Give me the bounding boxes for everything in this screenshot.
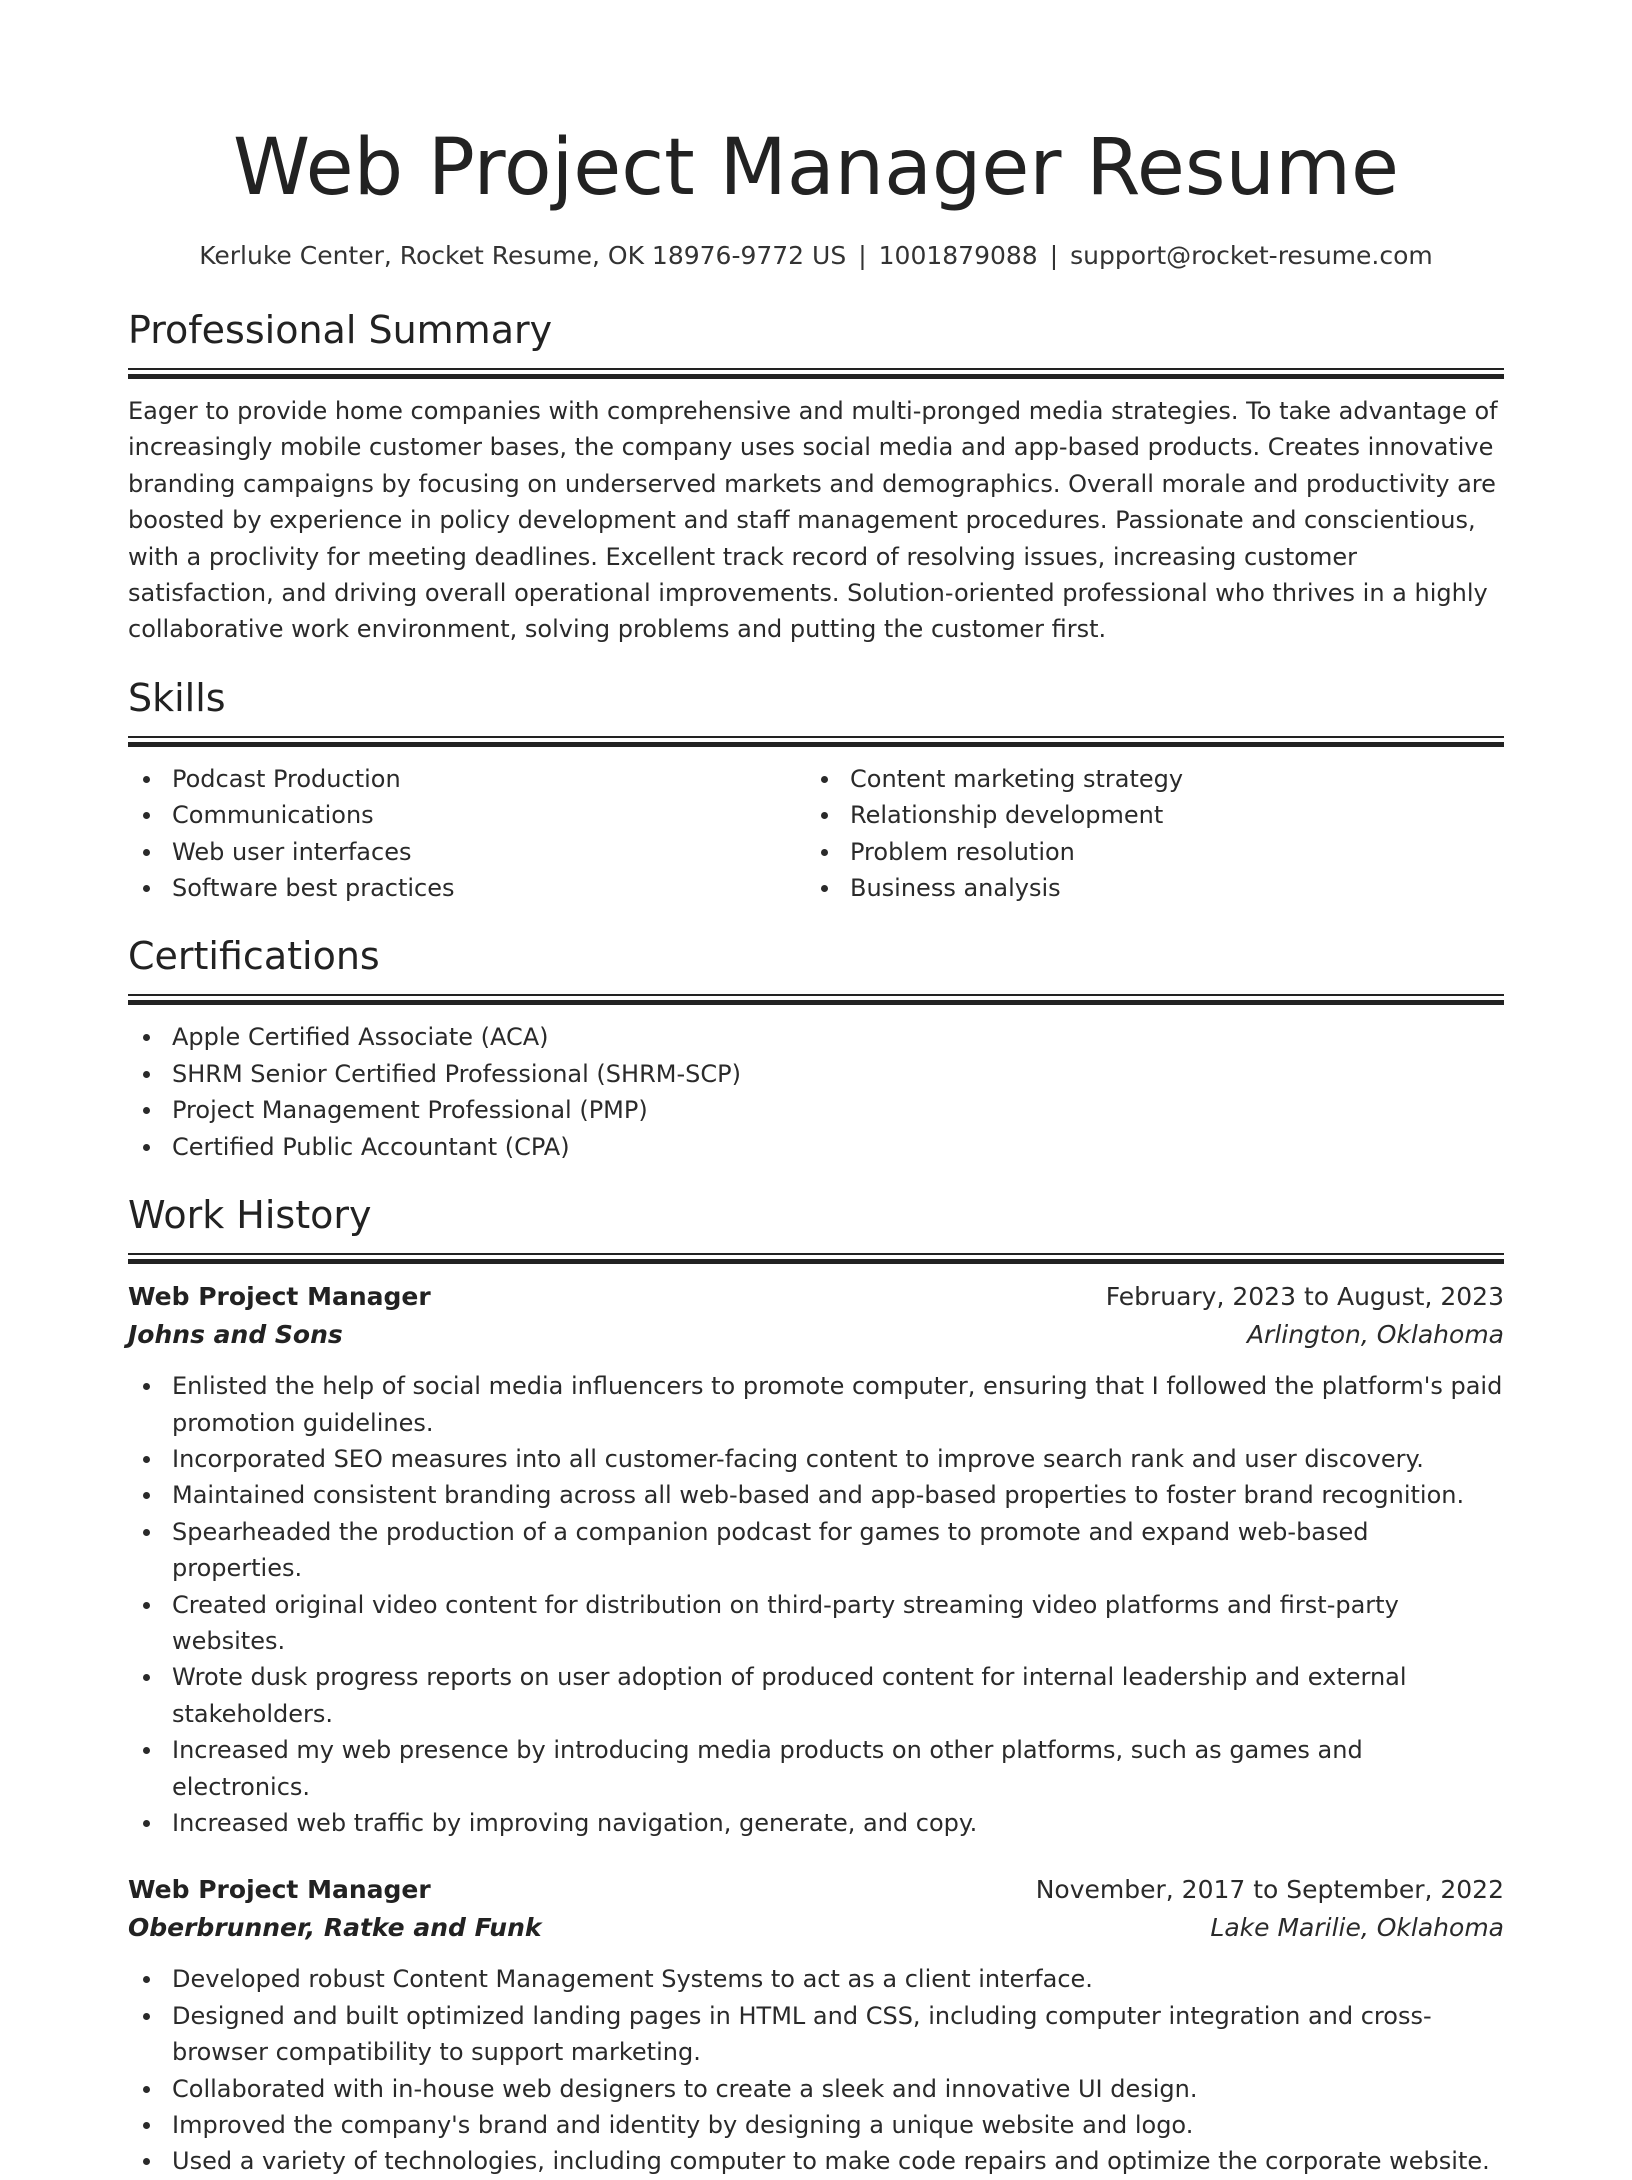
- skills-list-right: [806, 761, 1484, 907]
- job-company: Oberbrunner, Ratke and Funk: [128, 1913, 542, 1943]
- work-history-section: [128, 1191, 1504, 2180]
- list-item: Enlisted the help of social media influencers to promote computer, ensuring that I followed the platform's paid promotion guidelines.: [128, 1368, 1504, 1441]
- list-item: Podcast Production: [128, 761, 806, 797]
- list-item: Wrote dusk progress reports on user adoption of produced content for internal leadership and external stakeholders.: [128, 1659, 1504, 1732]
- skills-list-left: [128, 761, 806, 907]
- list-item: Communications: [128, 797, 806, 833]
- list-item: Maintained consistent branding across all web-based and app-based properties to foster brand recognition.: [128, 1477, 1504, 1513]
- summary-text: Eager to provide home companies with comprehensive and multi-pronged media strategies. To take advantage of increasingly mobile customer bases, the company uses social media and app-based products. Creates innovative branding campaigns by focusing on underserved markets and demographics. Overall morale and productivity are boosted by experience in policy development and staff management procedures. Passionate and conscientious, with a proclivity for meeting deadlines. Excellent track record of resolving issues, increasing customer satisfaction, and driving overall operational improvements. Solution-oriented professional who thrives in a highly collaborative work environment, solving problems and putting the customer first.: [128, 397, 1498, 644]
- list-item: Relationship development: [806, 797, 1484, 833]
- job-bullet-list: [128, 1368, 1504, 1841]
- job-location: Lake Marilie, Oklahoma: [1210, 1913, 1504, 1943]
- list-item: Incorporated SEO measures into all customer-facing content to improve search rank and user discovery.: [128, 1441, 1504, 1477]
- certifications-section: [128, 932, 1504, 1165]
- skills-grid: [128, 761, 1504, 907]
- list-item: Project Management Professional (PMP): [128, 1092, 1504, 1128]
- job-title: Web Project Manager: [128, 1282, 431, 1312]
- list-item: Content marketing strategy: [806, 761, 1484, 797]
- job-title: Web Project Manager: [128, 1875, 431, 1905]
- job-bullet-list: [128, 1961, 1504, 2179]
- list-item: Increased my web presence by introducing media products on other platforms, such as games and electronics.: [128, 1732, 1504, 1805]
- page-title: Web Project Manager Resume: [233, 123, 1399, 213]
- job-entry: [128, 1871, 1504, 2179]
- contact-address: Kerluke Center, Rocket Resume, OK 18976-9772 US: [199, 241, 847, 270]
- job-company: Johns and Sons: [128, 1320, 343, 1350]
- list-item: Improved the company's brand and identity by designing a unique website and logo.: [128, 2107, 1504, 2143]
- skills-heading: Skills: [128, 675, 226, 720]
- contact-separator: |: [1049, 241, 1059, 270]
- list-item: SHRM Senior Certified Professional (SHRM-SCP): [128, 1056, 1504, 1092]
- certifications-heading: Certifications: [128, 934, 380, 979]
- job-header-row: [128, 1871, 1504, 1909]
- list-item: Increased web traffic by improving navigation, generate, and copy.: [128, 1805, 1504, 1841]
- job-dates: February, 2023 to August, 2023: [1105, 1282, 1504, 1312]
- job-company-row: [128, 1316, 1504, 1354]
- list-item: Web user interfaces: [128, 834, 806, 870]
- list-item: Apple Certified Associate (ACA): [128, 1019, 1504, 1055]
- job-company-row: [128, 1909, 1504, 1947]
- section-divider: [128, 994, 1504, 1005]
- section-divider: [128, 736, 1504, 747]
- list-item: Problem resolution: [806, 834, 1484, 870]
- list-item: Used a variety of technologies, including computer to make code repairs and optimize the corporate website.: [128, 2143, 1504, 2179]
- list-item: Business analysis: [806, 870, 1484, 906]
- job-dates: November, 2017 to September, 2022: [1035, 1875, 1504, 1905]
- contact-email: support@rocket-resume.com: [1070, 241, 1433, 270]
- summary-section: [128, 306, 1504, 648]
- resume-page: [128, 0, 1504, 2180]
- job-header-row: [128, 1278, 1504, 1316]
- job-location: Arlington, Oklahoma: [1246, 1320, 1504, 1350]
- list-item: Designed and built optimized landing pages in HTML and CSS, including computer integration and cross-browser compatibility to support marketing.: [128, 1998, 1504, 2071]
- contact-line: [128, 240, 1504, 272]
- contact-separator: |: [858, 241, 867, 270]
- contact-phone: 1001879088: [878, 241, 1038, 270]
- list-item: Collaborated with in-house web designers to create a sleek and innovative UI design.: [128, 2071, 1504, 2107]
- work-history-heading: Work History: [128, 1193, 372, 1238]
- skills-section: [128, 674, 1504, 907]
- list-item: Software best practices: [128, 870, 806, 906]
- list-item: Developed robust Content Management Systems to act as a client interface.: [128, 1961, 1504, 1997]
- job-entry: [128, 1278, 1504, 1841]
- list-item: Spearheaded the production of a companion podcast for games to promote and expand web-based properties.: [128, 1514, 1504, 1587]
- summary-heading: Professional Summary: [128, 308, 553, 352]
- section-divider: [128, 1253, 1504, 1264]
- section-divider: [128, 368, 1504, 379]
- list-item: Certified Public Accountant (CPA): [128, 1129, 1504, 1165]
- list-item: Created original video content for distribution on third-party streaming video platforms and first-party websites.: [128, 1587, 1504, 1660]
- certifications-list: [128, 1019, 1504, 1165]
